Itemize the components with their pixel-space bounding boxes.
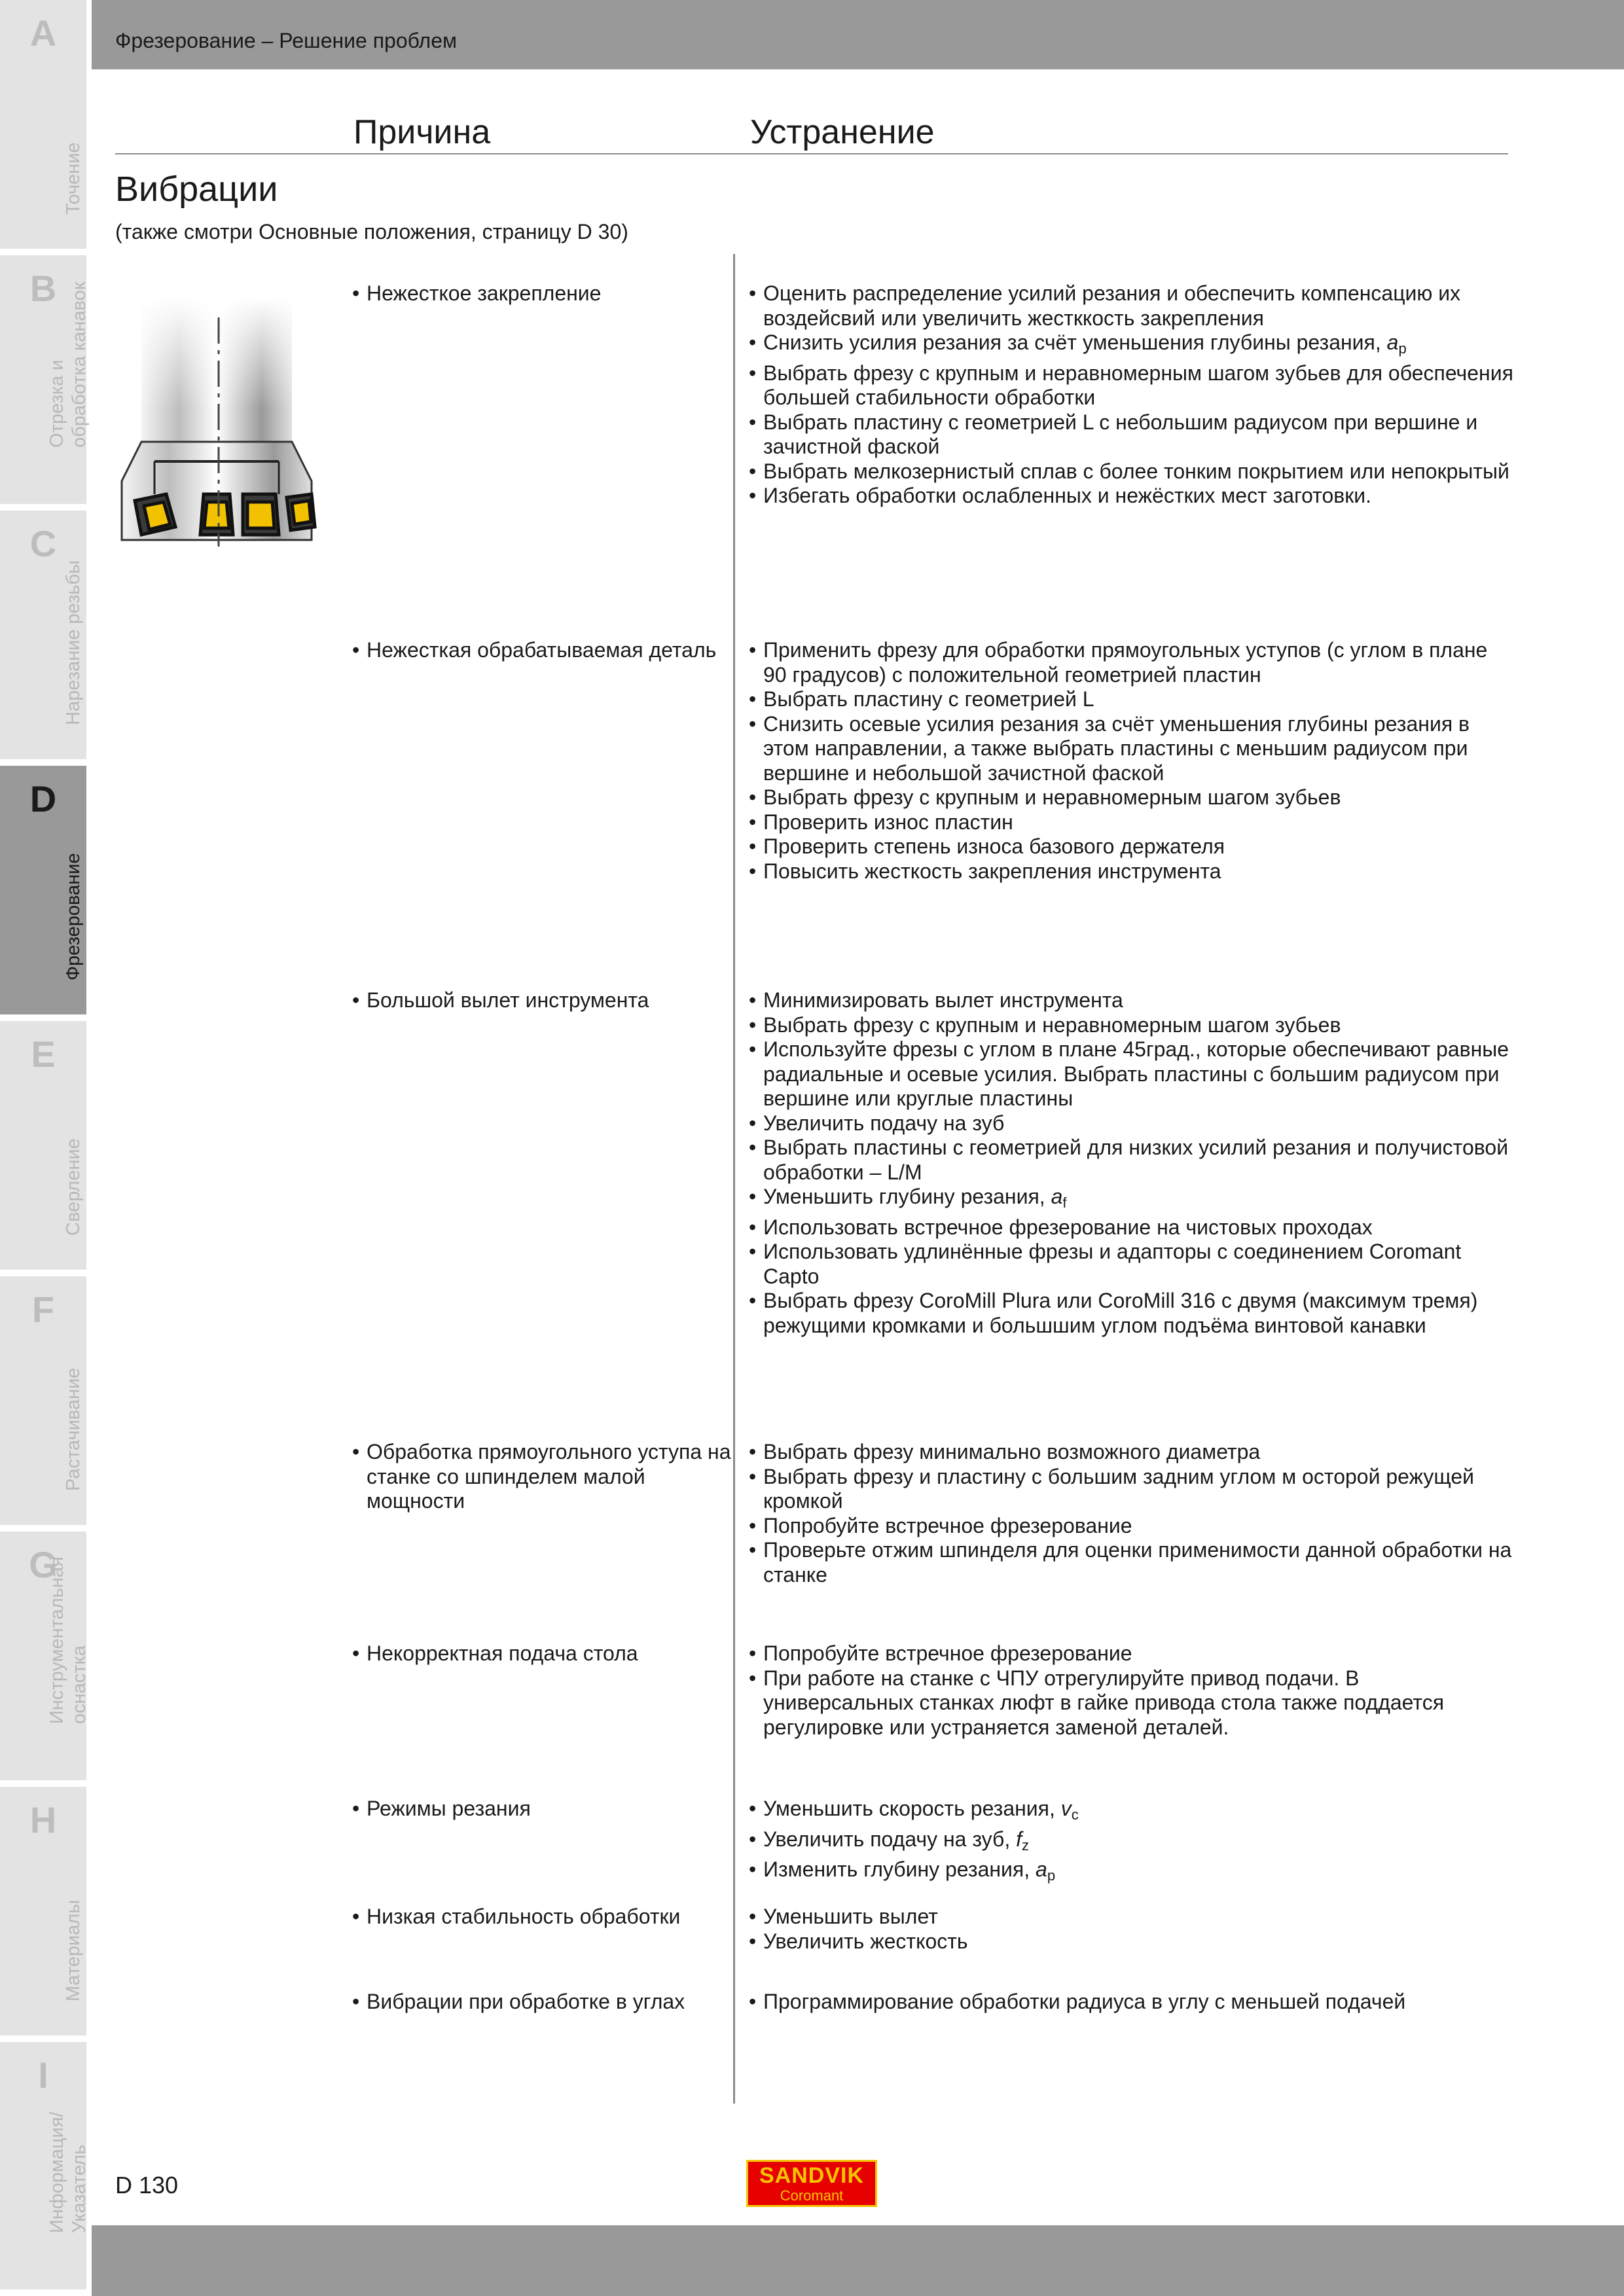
section-title: Вибрации — [115, 170, 278, 209]
remedy-cell — [749, 281, 1515, 509]
column-divider — [733, 254, 735, 2104]
remedy-cell — [749, 988, 1515, 1338]
logo-line1: SANDVIK — [759, 2163, 865, 2188]
remedy-item: • Выбрать мелкозернистый сплав с более тонким покрытием или непокрытый — [749, 459, 1515, 484]
remedy-item: • Выбрать фрезу CoroMill Plura или CoroMill 316 с двумя (максимум тремя) режущими кромками и большшим углом подъёма винтовой канавки — [749, 1289, 1515, 1338]
remedy-item: • Уменьшить скорость резания, $v_c$ — [749, 1797, 1515, 1827]
tab-letter: B — [29, 268, 57, 309]
remedy-item: • Использовать удлинённые фрезы и адапторы с соединением Coromant Capto — [749, 1240, 1515, 1289]
cause-item: • Обработка прямоугольного уступа на станке со шпинделем малой мощности — [352, 1440, 732, 1514]
tab-label: Нарезание резьбы — [63, 560, 84, 725]
tab-c[interactable] — [0, 511, 86, 766]
remedy-item: • Снизить усилия резания за счёт уменьшения глубины резания, $a_p$ — [749, 331, 1515, 361]
tab-i[interactable] — [0, 2042, 90, 2296]
tab-label: Фрезерование — [63, 853, 84, 980]
remedy-item: • Выбрать пластину с геометрией L — [749, 687, 1515, 712]
header-bar — [92, 0, 1624, 69]
column-heading-cause: Причина — [353, 113, 491, 151]
sandvik-coromant-logo — [746, 2160, 877, 2207]
remedy-item: • Увеличить подачу на зуб — [749, 1111, 1515, 1136]
remedy-item: • Попробуйте встречное фрезерование — [749, 1514, 1515, 1539]
tab-d[interactable] — [0, 766, 86, 1021]
tab-letter: E — [31, 1033, 56, 1075]
tab-letter: G — [29, 1544, 58, 1585]
page-header-title: Фрезерование – Решение проблем — [115, 29, 457, 52]
tab-label: Растачивание — [63, 1367, 84, 1491]
cause-cell — [352, 638, 732, 663]
remedy-item: • Уменьшить вылет — [749, 1905, 1515, 1929]
cause-item: • Нежесткое закрепление — [352, 281, 732, 306]
remedy-item: • Выбрать фрезу с крупным и неравномерным шагом зубьев — [749, 785, 1515, 810]
remedy-item: • Увеличить жесткость — [749, 1929, 1515, 1954]
tab-label: Инструментальная оснастка — [46, 1556, 90, 1724]
cause-cell — [352, 1990, 732, 2015]
cause-item: • Большой вылет инструмента — [352, 988, 732, 1013]
tab-letter: D — [29, 778, 57, 819]
heading-rule — [115, 153, 1508, 154]
remedy-cell — [749, 1990, 1515, 2015]
remedy-item: • Применить фрезу для обработки прямоугольных уступов (с углом в плане 90 градусов) с положительной геометрией пластин — [749, 638, 1515, 687]
section-note: (также смотри Основные положения, страницу D 30) — [115, 220, 628, 243]
remedy-item: • Изменить глубину резания, $a_p$ — [749, 1857, 1515, 1888]
logo-line2: Coromant — [780, 2187, 844, 2204]
remedy-cell — [749, 1905, 1515, 1954]
remedy-item: • Уменьшить глубину резания, $a_f$ — [749, 1185, 1515, 1215]
tab-b[interactable] — [0, 255, 90, 511]
tab-label: Материалы — [63, 1899, 84, 2001]
cause-item: • Вибрации при обработке в углах — [352, 1990, 732, 2015]
remedy-item: • Используйте фрезы с углом в плане 45град., которые обеспечивают равные радиальные и осевые усилия. Выбрать пластины с большим радиусом при вершине или круглые пластины — [749, 1037, 1515, 1111]
cause-item: • Некорректная подача стола — [352, 1641, 732, 1666]
remedy-item: • Проверьте отжим шпинделя для оценки применимости данной обработки на станке — [749, 1538, 1515, 1587]
tab-h[interactable] — [0, 1787, 86, 2042]
cause-cell — [352, 1797, 732, 1821]
tab-letter: I — [38, 2054, 48, 2096]
cause-item: • Низкая стабильность обработки — [352, 1905, 732, 1929]
footer-bar — [92, 2225, 1624, 2296]
remedy-item: • Выбрать пластину с геометрией L с небольшим радиусом при вершине и зачистной фаской — [749, 410, 1515, 459]
remedy-item: • Минимизировать вылет инструмента — [749, 988, 1515, 1013]
remedy-item: • Выбрать фрезу минимально возможного диаметра — [749, 1440, 1515, 1465]
remedy-cell — [749, 638, 1515, 884]
section-tabs — [0, 0, 90, 2296]
remedy-item: • Увеличить подачу на зуб, $f_z$ — [749, 1827, 1515, 1858]
remedy-item: • Выбрать фрезу с крупным и неравномерным шагом зубьев — [749, 1013, 1515, 1038]
cause-item: • Режимы резания — [352, 1797, 732, 1821]
milling-cutter-illustration — [115, 298, 325, 547]
remedy-item: • Выбрать пластины с геометрией для низких усилий резания и получистовой обработки – L/M — [749, 1136, 1515, 1185]
tab-a[interactable] — [0, 0, 86, 255]
tab-f[interactable] — [0, 1276, 86, 1532]
column-heading-remedy: Устранение — [750, 113, 935, 151]
tab-label: Информация/ Указатель — [46, 2111, 90, 2233]
cause-cell — [352, 988, 732, 1013]
remedy-item: • Использовать встречное фрезерование на чистовых проходах — [749, 1215, 1515, 1240]
tab-letter: F — [31, 1289, 55, 1330]
tab-letter: A — [29, 12, 57, 54]
cause-cell — [352, 1641, 732, 1666]
remedy-cell — [749, 1797, 1515, 1888]
remedy-item: • Снизить осевые усилия резания за счёт уменьшения глубины резания в этом направлении, а также выбрать пластины с меньшим радиусом при вершине и небольшой зачистной фаской — [749, 712, 1515, 786]
remedy-item: • Выбрать фрезу с крупным и неравномерным шагом зубьев для обеспечения большей стабильности обработки — [749, 361, 1515, 410]
remedy-item: • Повысить жесткость закрепления инструмента — [749, 859, 1515, 884]
tab-letter: H — [29, 1799, 57, 1840]
remedy-cell — [749, 1641, 1515, 1740]
remedy-item: • Избегать обработки ослабленных и нежёстких мест заготовки. — [749, 484, 1515, 509]
page-number: D 130 — [115, 2172, 179, 2198]
tab-letter: C — [29, 523, 57, 564]
cause-cell — [352, 1905, 732, 1929]
remedy-item: • Программирование обработки радиуса в углу с меньшей подачей — [749, 1990, 1515, 2015]
tab-label: Сверление — [63, 1138, 84, 1236]
remedy-item: • Выбрать фрезу и пластину с большим задним углом м осторой режущей кромкой — [749, 1465, 1515, 1514]
remedy-item: • При работе на станке с ЧПУ отрегулируйте привод подачи. В универсальных станках люфт в гайке привода стола также поддается регулировке или устраняется заменой деталей. — [749, 1666, 1515, 1740]
remedy-cell — [749, 1440, 1515, 1587]
cause-cell — [352, 1440, 732, 1514]
remedy-item: • Проверить износ пластин — [749, 810, 1515, 835]
cause-cell — [352, 281, 732, 306]
tab-label: Точение — [63, 142, 84, 215]
remedy-item: • Попробуйте встречное фрезерование — [749, 1641, 1515, 1666]
tab-label: Отрезка и обработка канавок — [46, 281, 90, 448]
remedy-item: • Оценить распределение усилий резания и обеспечить компенсацию их воздейсвий или увеличить жестккость закрепления — [749, 281, 1515, 331]
tab-e[interactable] — [0, 1021, 86, 1276]
remedy-item: • Проверить степень износа базового держателя — [749, 834, 1515, 859]
cause-item: • Нежесткая обрабатываемая деталь — [352, 638, 732, 663]
tab-g[interactable] — [0, 1532, 90, 1787]
